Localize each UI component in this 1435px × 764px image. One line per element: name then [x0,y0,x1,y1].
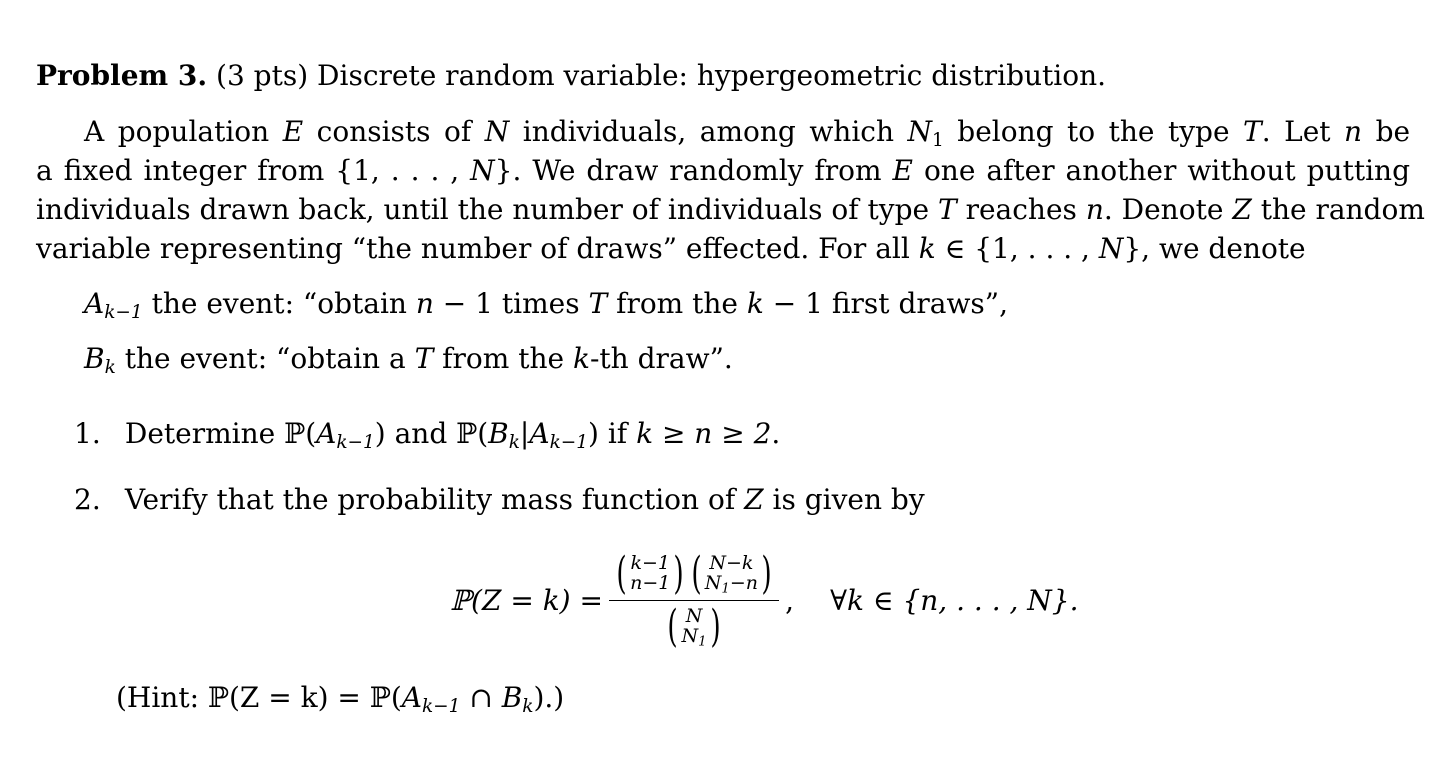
math-T: T [1243,115,1262,148]
text: }. We draw randomly from [494,154,882,187]
paren-right: ) [673,547,685,599]
text: a fixed integer from {1, . . . , [36,154,460,187]
event-B-definition [84,342,1435,379]
math-T-group [1243,115,1331,148]
paren-left: ( [616,547,627,599]
text: variable representing “the number of draws” effected. For all [36,232,910,265]
math-A: A [316,417,337,450]
binomial-k-1-n-1 [613,547,688,599]
paragraph-line-2 [36,154,1410,187]
set-group [36,154,882,187]
math-B: B [84,342,105,375]
list-item-1 [74,417,781,454]
list-item-2 [74,483,925,516]
text: . Let [1261,115,1331,148]
text: from the [442,342,565,375]
subscript: 1 [721,581,730,597]
pmf-formula [450,548,1079,652]
subscript: k−1 [336,432,375,454]
text: ).) [533,681,565,714]
paragraph-line-3 [36,193,1425,226]
text: the event: “obtain [151,287,407,320]
math-B: B [488,417,509,450]
problem-heading: Problem 3. [36,59,208,92]
formula-domain: ∀k ∈ {n, . . . , N}. [830,583,1079,617]
text: − 1 first draws”, [772,287,1008,320]
math-N: N [704,571,722,594]
text: Verify that the probability mass function of [124,483,736,516]
fraction-numerator [609,547,779,599]
text: Determine ℙ( [124,417,317,450]
subscript: k−1 [421,696,461,718]
math-Z: Z [1232,193,1252,226]
binomial-stack [704,551,758,597]
problem-points: (3 pts) [216,59,309,92]
math-N: N [681,624,699,647]
binomial-bottom [704,571,758,597]
text: the random [1260,193,1425,226]
text: from the [616,287,738,320]
math-E: E [282,115,304,148]
binomial-N-k-N1-n [688,547,776,599]
math-A: A [401,681,422,714]
math-T: T [414,342,434,375]
subscript: k−1 [104,302,143,324]
text: is given by [772,483,925,516]
math-n: n [1344,115,1363,148]
subscript: k [522,696,534,718]
math-condition: k ≥ n ≥ 2 [636,417,772,450]
text: | [519,417,530,450]
subscript: 1 [932,130,944,152]
math-A: A [84,287,105,320]
math-N1 [907,115,944,152]
text: individuals, among which [522,115,894,148]
text: -th draw”. [589,342,733,375]
text: ) and ℙ( [374,417,489,450]
text: (Hint: ℙ(Z = k) = ℙ( [116,681,402,714]
event-A-definition [84,287,1435,324]
text: −n [729,571,758,594]
formula-lhs: ℙ(Z = k) = [450,583,603,617]
binomial-top: k−1 [630,551,671,574]
fraction-denominator [660,600,727,652]
text: one after another without putting [923,154,1410,187]
intersection-symbol: ∩ [469,681,493,714]
paren-right: ) [761,547,772,599]
text: . [771,417,781,450]
problem-heading-line [36,59,1410,92]
fraction-bar [609,600,779,601]
text: A population [84,115,270,148]
math-n: n [415,287,434,320]
binomial-bottom [681,624,707,650]
math-T: T [938,193,957,226]
math-A: A [529,417,550,450]
subscript: k [508,432,520,454]
math-N: N [484,115,510,148]
binomial-top: N [685,604,703,627]
math-N: N [470,154,495,187]
math-T: T [588,287,608,320]
text: belong to the type [957,115,1230,148]
text: ) if [588,417,628,450]
binomial-N-N1 [664,600,723,652]
paragraph-line-4 [36,232,1410,265]
math-N: N [907,115,932,148]
subscript: k [104,357,116,379]
math-B: B [501,681,523,714]
text: ∈ {1, . . . , [944,232,1090,265]
text: be [1375,115,1411,148]
problem-title: Discrete random variable: hypergeometric distribution. [317,59,1107,92]
binomial-stack [630,551,671,594]
math-n: n [1085,193,1104,226]
math-Z: Z [744,483,764,516]
text: . Denote [1103,193,1224,226]
formula-comma: , [785,583,795,617]
subscript: 1 [698,634,707,650]
fraction [609,547,779,652]
hint [116,681,565,718]
math-k: k [918,232,936,265]
text: }, we denote [1123,232,1306,265]
math-n-group [1086,193,1224,226]
math-k: k [572,342,590,375]
paragraph-line-1 [84,115,1411,152]
text: consists of [316,115,472,148]
paren-right: ) [710,600,721,652]
list-item-number: 2. [74,483,101,516]
paren-left: ( [667,600,679,652]
binomial-top: N−k [709,551,754,574]
binomial-stack [681,604,707,650]
text: the event: “obtain a [124,342,406,375]
list-item-number: 1. [74,417,101,450]
text: − 1 times [442,287,580,320]
binomial-bottom: n−1 [630,571,671,594]
math-N: N [1098,232,1124,265]
math-k: k [746,287,764,320]
text: reaches [965,193,1077,226]
subscript: k−1 [549,432,589,454]
text: individuals drawn back, until the number of individuals of type [36,193,930,226]
math-E: E [892,154,913,187]
paren-left: ( [690,547,702,599]
